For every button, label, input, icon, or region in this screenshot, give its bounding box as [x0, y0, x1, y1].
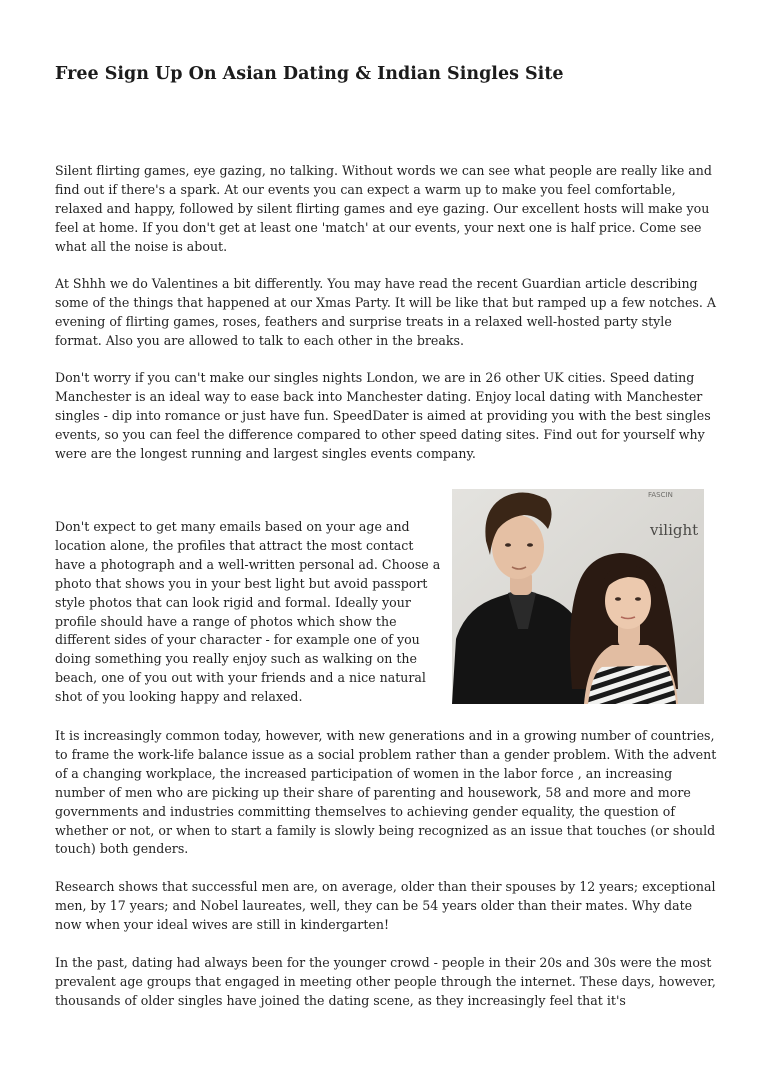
paragraph-older-singles: In the past, dating had always been for the younger crowd - people in their 20s and 30s were the most prevalent age groups that engaged in meeting other people through the internet. These days, however, thousands of older singles have joined the dating scene, as they increasingly feel that it's: [55, 955, 716, 1008]
backdrop-text-top: FASCIN: [648, 491, 673, 499]
paragraph-flirting-games: Silent flirting games, eye gazing, no talking. Without words we can see what people are really like and find out if there's a spark. At our events you can expect a warm up to make you feel comfortable, relaxed and happy, followed by silent flirting games and eye gazing. Our excellent hosts will make you feel at home. If you don't get at least one 'match' at our events, your next one is half price. Come see what all the noise is about.: [55, 163, 712, 254]
paragraph-research: Research shows that successful men are, on average, older than their spouses by 12 years; exceptional men, by 17 years; and Nobel laureates, well, they can be 54 years older than their mates. Why date now when your ideal wives are still in kindergarten!: [55, 879, 716, 932]
paragraph-valentines: At Shhh we do Valentines a bit differently. You may have read the recent Guardian article describing some of the things that happened at our Xmas Party. It will be like that but ramped up a few notches. A evening of flirting games, roses, feathers and surprise treats in a relaxed well-hosted party style format. Also you are allowed to talk to each other in the breaks.: [55, 276, 716, 348]
couple-photo: [452, 489, 704, 704]
backdrop-text-logo: vilight: [650, 521, 699, 539]
paragraph-uk-cities: Don't worry if you can't make our singles nights London, we are in 26 other UK cities. Speed dating Manchester is an ideal way to ease back into Manchester dating. Enjoy local dating with Manchester singles - dip into romance or just have fun. SpeedDater is aimed at providing you with the best singles events, so you can feel the difference compared to other speed dating sites. Find out for yourself why were are the longest running and largest singles events company.: [55, 370, 711, 461]
couple-photo-illustration: [452, 489, 704, 704]
woman-striped-top: [588, 665, 676, 704]
paragraph-work-life-balance: It is increasingly common today, however, with new generations and in a growing number of countries, to frame the work-life balance issue as a social problem rather than a gender problem. With the advent of a changing workplace, the increased participation of women in the labor force , an increasing number of men who are picking up their share of parenting and housework, 58 and more and more governments and industries committing themselves to achieving gender equality, the question of whether or not, or when to start a family is slowly being recognized as an issue that touches (or should touch) both genders.: [55, 728, 717, 857]
page-title: Free Sign Up On Asian Dating & Indian Singles Site: [55, 64, 564, 84]
paragraph-profile-photos: Don't expect to get many emails based on your age and location alone, the profiles that attract the most contact have a photograph and a well-written personal ad. Choose a photo that shows you in your best light but avoid passport style photos that can look rigid and formal. Ideally your profile should have a range of photos which show the different sides of your character - for example one of you doing something you really enjoy such as walking on the beach, one of you out with your friends and a nice natural shot of you looking happy and relaxed.: [55, 519, 441, 705]
